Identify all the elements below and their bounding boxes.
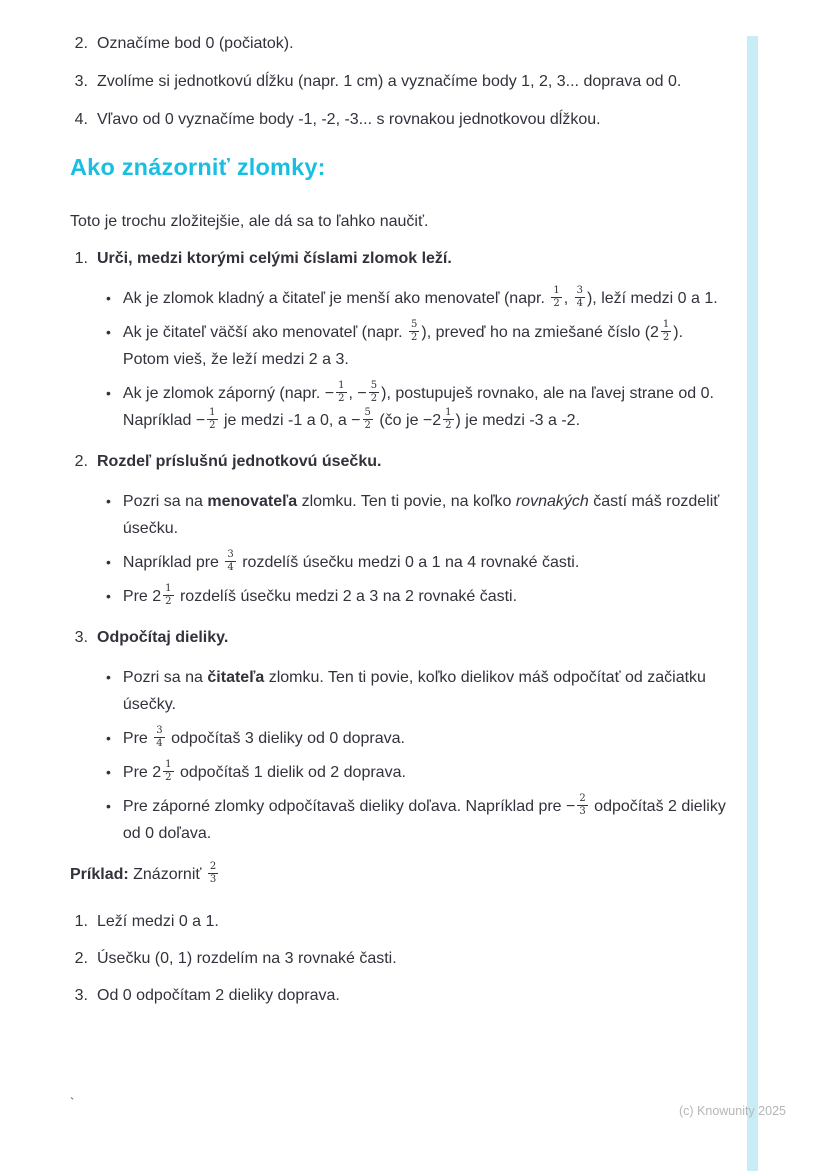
list-item	[70, 945, 733, 972]
list-item	[70, 106, 733, 133]
item-number: 4.	[74, 111, 88, 128]
item-number: 3.	[74, 73, 88, 90]
bold-text: menovateľa	[207, 493, 298, 510]
fraction: $\frac{1}{2}$	[662, 318, 670, 344]
fraction: $\frac{5}{2}$	[370, 379, 378, 405]
fraction: $\frac{2}{3}$	[209, 860, 217, 886]
bullet-item	[106, 488, 733, 542]
item-text: Od 0 odpočítam 2 dieliky doprava.	[97, 987, 340, 1004]
bullet-text: Ak je čitateľ väčší ako menovateľ (napr. $\frac{5}{2}$ ), preveď ho na zmiešané číslo (2 $\frac{1}{2}$ ). Potom vieš, že leží medzi 2 a 3.	[122, 318, 684, 368]
bullet-item	[106, 793, 733, 847]
bullet-dot-icon: •	[106, 493, 111, 509]
italic-text: rovnakých	[515, 493, 589, 510]
list-item	[70, 30, 733, 57]
bullet-dot-icon: •	[106, 324, 111, 340]
bullet-text: Pozri sa na menovateľa zlomku. Ten ti povie, na koľko rovnakých častí máš rozdeliť úsečku.	[122, 493, 720, 537]
bullet-text: Pre záporné zlomky odpočítavaš dieliky doľava. Napríklad pre − $\frac{2}{3}$ odpočítaš 2 dieliky od 0 doľava.	[122, 792, 726, 842]
step-number: 1.	[74, 250, 88, 267]
bullet-item	[106, 759, 733, 786]
step-number: 3.	[74, 629, 88, 646]
step-header	[70, 624, 733, 651]
example-lead: Príklad: Znázorniť $\frac{2}{3}$	[70, 860, 217, 886]
bullet-dot-icon: •	[106, 290, 111, 306]
bullet-dot-icon: •	[106, 798, 111, 814]
bullet-text: Pre $\frac{3}{4}$ odpočítaš 3 dieliky od 0 doprava.	[122, 724, 405, 750]
step-header	[70, 245, 733, 272]
bullet-text: Pre 2 $\frac{1}{2}$ odpočítaš 1 dielik od 2 doprava.	[122, 758, 406, 784]
fraction: $\frac{1}{2}$	[165, 758, 172, 784]
bullet-list	[106, 285, 733, 434]
fraction: $\frac{1}{2}$	[165, 582, 172, 608]
section-heading: Ako znázorniť zlomky:	[70, 154, 326, 180]
bullet-item	[106, 725, 733, 752]
item-number: 3.	[74, 987, 88, 1004]
bullet-dot-icon: •	[106, 730, 111, 746]
bullet-item	[106, 583, 733, 610]
bullet-text: Ak je zlomok záporný (napr. − $\frac{1}{2}$ , − $\frac{5}{2}$ ), postupuješ rovnako, ale na ľavej strane od 0. Napríklad − $\frac{1}{2}$ je medzi -1 a 0, a − $\frac{5}{2}$ (čo je −2 $\frac{1}{2}$ ) je medzi -3 a -2.	[122, 379, 714, 432]
step-title: Urči, medzi ktorými celými číslami zlomok leží.	[97, 250, 452, 267]
list-item	[70, 982, 733, 1009]
step-title: Odpočítaj dieliky.	[97, 629, 229, 646]
bullet-dot-icon: •	[106, 669, 111, 685]
fraction: $\frac{3}{4}$	[156, 724, 163, 750]
bold-text: čitateľa	[207, 669, 265, 686]
item-number: 1.	[74, 913, 88, 930]
step	[70, 245, 733, 434]
item-number: 2.	[74, 950, 88, 967]
fraction: $\frac{3}{4}$	[576, 284, 583, 310]
bullet-item	[106, 319, 733, 373]
bullet-dot-icon: •	[106, 554, 111, 570]
item-text: Vľavo od 0 vyznačíme body -1, -2, -3... s rovnakou jednotkovou dĺžkou.	[97, 111, 601, 128]
fraction-steps-list	[70, 245, 733, 847]
item-text: Zvolíme si jednotkovú dĺžku (napr. 1 cm) a vyznačíme body 1, 2, 3... doprava od 0.	[97, 73, 682, 90]
fraction: $\frac{1}{2}$	[338, 379, 345, 405]
step-title: Rozdeľ príslušnú jednotkovú úsečku.	[97, 453, 382, 470]
bullet-list	[106, 664, 733, 847]
bullet-list	[106, 488, 733, 610]
step	[70, 624, 733, 847]
step-number: 2.	[74, 453, 88, 470]
fraction: $\frac{5}{2}$	[411, 318, 418, 344]
fraction: $\frac{2}{3}$	[579, 792, 586, 818]
list-item	[70, 68, 733, 95]
bullet-text: Pozri sa na čitateľa zlomku. Ten ti povie, koľko dielikov máš odpočítať od začiatku úsečky.	[122, 669, 706, 713]
bullet-dot-icon: •	[106, 588, 111, 604]
step-header	[70, 448, 733, 475]
item-text: Leží medzi 0 a 1.	[97, 913, 219, 930]
item-text: Úsečku (0, 1) rozdelím na 3 rovnaké časti.	[97, 950, 397, 967]
example-steps-list	[70, 908, 733, 1009]
item-text: Označíme bod 0 (počiatok).	[97, 35, 294, 52]
bullet-item	[106, 285, 733, 312]
fraction: $\frac{1}{2}$	[445, 406, 452, 432]
fraction: $\frac{1}{2}$	[209, 406, 216, 432]
fraction: $\frac{3}{4}$	[227, 548, 234, 574]
bullet-item	[106, 664, 733, 718]
section-intro: Toto je trochu zložitejšie, ale dá sa to ľahko naučiť.	[70, 213, 429, 230]
bullet-text: Pre 2 $\frac{1}{2}$ rozdelíš úsečku medzi 2 a 3 na 2 rovnaké časti.	[122, 582, 518, 608]
list-item	[70, 908, 733, 935]
bullet-dot-icon: •	[106, 385, 111, 401]
step	[70, 448, 733, 610]
bullet-item	[106, 380, 733, 434]
stray-mark: `	[70, 1095, 75, 1110]
fraction: $\frac{5}{2}$	[364, 406, 371, 432]
bullet-item	[106, 549, 733, 576]
bullet-text: Ak je zlomok kladný a čitateľ je menší ako menovateľ (napr. $\frac{1}{2}$ , $\frac{3}{4}$ ), leží medzi 0 a 1.	[122, 284, 718, 310]
bullet-dot-icon: •	[106, 764, 111, 780]
bold-text: Príklad:	[70, 866, 129, 883]
item-number: 2.	[74, 35, 88, 52]
fraction: $\frac{1}{2}$	[553, 284, 560, 310]
copyright-text: (c) Knowunity 2025	[678, 1104, 786, 1118]
number-line-steps-list	[70, 30, 733, 133]
bullet-text: Napríklad pre $\frac{3}{4}$ rozdelíš úsečku medzi 0 a 1 na 4 rovnaké časti.	[122, 548, 580, 574]
